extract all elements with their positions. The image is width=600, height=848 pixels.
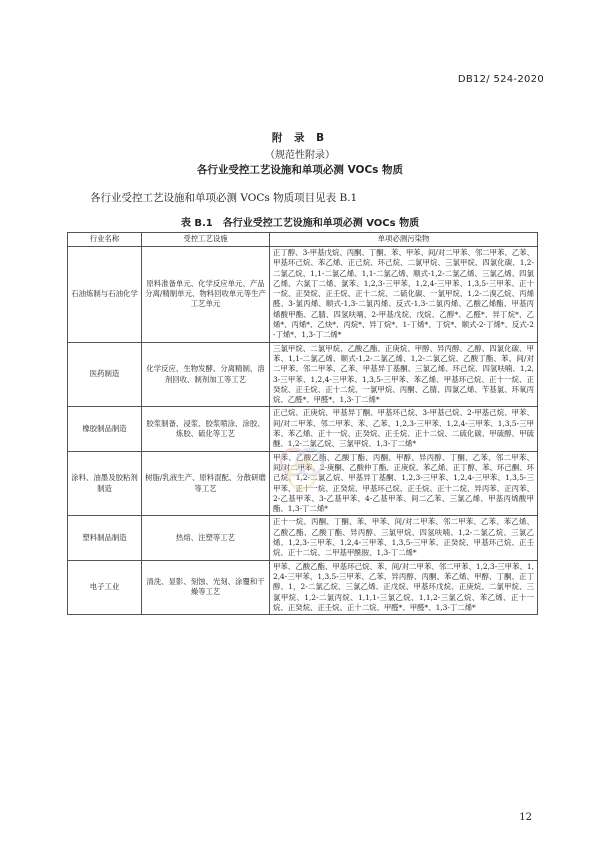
annex-heading: 各行业受控工艺设施和单项必测 VOCs 物质: [196, 164, 404, 176]
voc-table: [67, 232, 538, 615]
header-process: 受控工艺设施: [142, 233, 270, 247]
page-number: 12: [519, 812, 532, 823]
table-row: [68, 342, 538, 407]
header-pollutants: 单项必测污染物: [270, 233, 538, 247]
watermark-logo-icon: [272, 438, 332, 498]
pollutants-cell: 正丁醇、3-甲基戊烷、丙酮、丁酮、苯、甲苯、间/对二甲苯、邻二甲苯、乙苯、甲基环己烷、苯乙烯、正己烷、环己烷、二氯甲烷、三氯甲烷、四氯化碳、1,2-二氯乙烷、1,1-二氯乙烯、1,1-二氯乙烯、顺式-1,2-二氯乙烯、三氯乙烯、四氯乙烯、六氯丁二烯、氯苯、1,2,3-三甲苯、1,2,4-三甲苯、1,3,5-三甲苯、正十一烷、正癸烷、正壬烷、正十二烷、二硫化碳、一氯甲烷、1,2-二溴乙烷、丙烯醛、3-氯丙烯、顺式-1,3-二氯丙烯、反式-1,3-二氯丙烯、乙酸乙烯酯、甲基丙烯酸甲酯、乙腈、四氢呋喃、2-甲基戊烷、戊烷、乙醇*、乙醛*、异丁烷*、乙烯*、丙烯*、乙炔*、丙烷*、异丁烷*、1-丁烯*、丁烷*、顺式-2-丁烯*、反式-2-丁烯*、1,3-丁二烯*: [270, 247, 538, 343]
process-cell: 化学反应、生物发酵、分离精制、溶剂回收、制剂加工等工艺: [142, 342, 270, 407]
pollutants-cell: 正十一烷、丙酮、丁酮、苯、甲苯、间/对二甲苯、邻二甲苯、乙苯、苯乙烯、乙酸乙酯、乙酸丁酯、异丙醇、三氯甲烷、四氢呋喃、1,2-二氯乙烷、三氯乙烯、1,2,3-三甲苯、1,2,4-三甲苯、1,3,5-三甲苯、正癸烷、甲基环己烷、正壬烷、正十二烷、二甲基甲酰胺、1,3-丁二烯*: [270, 516, 538, 560]
pollutants-cell: 三氯甲烷、二氯甲烷、乙酸乙酯、正庚烷、甲醇、异丙醇、乙醇、四氯化碳、甲苯、1,1-二氯乙烯、顺式-1,2-二氯乙烯、1,2-二氯乙烷、乙酸丁酯、苯、间/对二甲苯、邻二甲苯、乙苯、甲基异丁基酮、三氯乙烯、环己烷、四氢呋喃、1,2,3-三甲苯、1,2,4-三甲苯、1,3,5-三甲苯、苯乙烯、甲基环己烷、正十一烷、正癸烷、正壬烷、正十二烷、一氯甲烷、丙酮、乙腈、四氯乙烯、苄基氯、环氧丙烷、乙醛*、甲醛*、1,3-丁二烯*: [270, 342, 538, 407]
industry-cell: 石油炼制与石油化学: [68, 247, 142, 343]
table-header-row: [68, 233, 538, 247]
annex-title: 附 录 B: [271, 132, 329, 144]
table-row: [68, 516, 538, 560]
industry-cell: 涂料、油墨及胶粘剂制造: [68, 451, 142, 516]
intro-paragraph: 各行业受控工艺设施和单项必测 VOCs 物质项目见表 B.1: [90, 192, 358, 204]
industry-cell: 电子工业: [68, 560, 142, 614]
table-caption: 表 B.1 各行业受控工艺设施和单项必测 VOCs 物质: [180, 218, 420, 229]
table-row: [68, 560, 538, 614]
header-industry: 行业名称: [68, 233, 142, 247]
process-cell: 原料准备单元、化学反应单元、产品分离/精制单元、物料回收单元等生产工艺单元: [142, 247, 270, 343]
process-cell: 胶浆制备、浸浆、胶浆喷涂、涂胶、炼胶、硫化等工艺: [142, 407, 270, 451]
industry-cell: 橡胶制品制造: [68, 407, 142, 451]
pollutants-cell: 甲苯、乙酸乙酯、乙酸丁酯、丙酮、甲醇、异丙醇、丁酮、乙苯、邻二甲苯、间/对二甲苯、2-庚酮、乙酸仲丁酯、正庚烷、苯乙烯、正丁醇、苯、环己酮、环己烷、1,2-二氯乙烷、甲基异丁基酮、1,2,3-三甲苯、1,2,4-三甲苯、1,3,5-三甲苯、正十一烷、正癸烷、甲基环己烷、正壬烷、正十二烷、异丙苯、正丙苯、2-乙基甲苯、3-乙基甲苯、4-乙基甲苯、间二乙苯、三氯乙烯、甲基丙烯酸甲酯、1,3-丁二烯*: [270, 451, 538, 516]
industry-cell: 塑料制品制造: [68, 516, 142, 560]
process-cell: 热熔、注塑等工艺: [142, 516, 270, 560]
document-code: DB12/ 524-2020: [457, 74, 544, 85]
process-cell: 树脂/乳液生产、原料混配、分散研磨等工艺: [142, 451, 270, 516]
pollutants-cell: 正己烷、正庚烷、甲基异丁酮、甲基环己烷、3-甲基己烷、2-甲基己烷、甲苯、间/对二甲苯、邻二甲苯、苯、乙苯、1,2,3-三甲苯、1,2,4-三甲苯、1,3,5-三甲苯、苯乙烯、正十一烷、正癸烷、正壬烷、正十二烷、二硫化碳、甲硫醇、甲硫醚、1,2-二氯乙烷、三氯甲烷、1,3-丁二烯*: [270, 407, 538, 451]
pollutants-cell: 甲苯、乙酸乙酯、甲基环己烷、苯、间/对二甲苯、邻二甲苯、1,2,3-三甲苯、1,2,4-三甲苯、1,3,5-三甲苯、乙苯、异丙醇、丙酮、苯乙烯、甲醇、丁酮、正丁醇、1，2-二氯乙烷、三氯乙烯、正戊烷、甲基环戊烷、正庚烷、二氯甲烷、三氯甲烷、1,2-二氯丙烷、1,1,1-三氯乙烷、1,1,2-三氯乙烷、苯乙烯、正十一烷、正癸烷、正壬烷、正十二烷、甲醛*、甲醛*、1,3-丁二烯*: [270, 560, 538, 614]
annex-subtitle: （规范性附录）: [265, 150, 335, 161]
industry-cell: 医药制造: [68, 342, 142, 407]
process-cell: 清洗、显影、刻蚀、光刻、涂覆和干燥等工艺: [142, 560, 270, 614]
table-row: [68, 247, 538, 343]
